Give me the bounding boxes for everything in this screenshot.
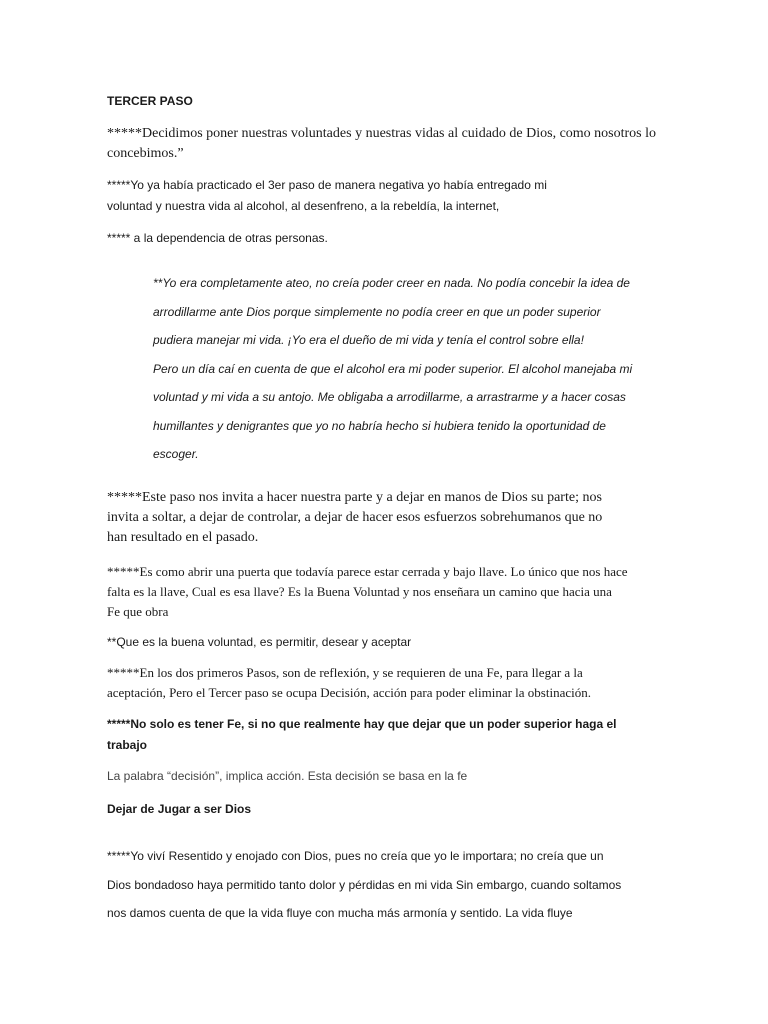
paragraph-line: *****Este paso nos invita a hacer nuestra parte y a dejar en manos de Dios su parte; nos xyxy=(107,490,602,505)
paragraph-line: invita a soltar, a dejar de controlar, a dejar de hacer esos esfuerzos sobrehumanos que no xyxy=(107,510,603,525)
quote-line: pudiera manejar mi vida. ¡Yo era el dueño de mi vida y tenía el control sobre ella! xyxy=(153,333,584,347)
paragraph-line: Dios bondadoso haya permitido tanto dolor y pérdidas en mi vida Sin embargo, cuando soltamos xyxy=(107,877,622,892)
paragraph-negative-practice xyxy=(107,175,547,217)
quote-line: Pero un día caí en cuenta de que el alcohol era mi poder superior. El alcohol manejaba mi xyxy=(153,361,633,376)
paragraph-line: *****Yo ya había practicado el 3er paso de manera negativa yo había entregado mi xyxy=(107,178,547,192)
paragraph-good-will: **Que es la buena voluntad, es permitir, desear y aceptar xyxy=(107,635,412,649)
paragraph-step-statement xyxy=(107,124,656,164)
paragraph-line: aceptación, Pero el Tercer paso se ocupa Decisión, acción para poder eliminar la obstinación. xyxy=(107,685,591,700)
quote-line: humillantes y denigrantes que yo no habría hecho si hubiera tenido la oportunidad de xyxy=(153,418,606,433)
quote-block xyxy=(153,269,632,469)
paragraph-line: concebimos.” xyxy=(107,146,184,161)
paragraph-line: *****Decidimos poner nuestras voluntades y nuestras vidas al cuidado de Dios, como nosotros lo xyxy=(107,126,657,141)
paragraph-line: *****Yo viví Resentido y enojado con Dios, pues no creía que yo le importara; no creía que un xyxy=(107,849,604,863)
quote-line: escoger. xyxy=(153,447,199,461)
paragraph-line: *****No solo es tener Fe, si no que realmente hay que dejar que un poder superior haga el xyxy=(107,717,617,731)
paragraph-first-steps xyxy=(107,663,591,703)
paragraph-line: *****En los dos primeros Pasos, son de reflexión, y se requieren de una Fe, para llegar a la xyxy=(107,665,583,680)
paragraph-line: *****Es como abrir una puerta que todavía parece estar cerrada y bajo llave. Lo único que nos hace xyxy=(107,564,628,579)
section-subtitle: Dejar de Jugar a ser Dios xyxy=(107,802,252,816)
paragraph-line: voluntad y nuestra vida al alcohol, al desenfreno, a la rebeldía, la internet, xyxy=(107,199,500,213)
paragraph-line: han resultado en el pasado. xyxy=(107,530,259,545)
paragraph-line: Fe que obra xyxy=(107,604,169,619)
quote-line: **Yo era completamente ateo, no creía poder creer en nada. No podía concebir la idea de xyxy=(153,276,630,290)
paragraph-invitation xyxy=(107,488,602,548)
paragraph-dependence: ***** a la dependencia de otras personas. xyxy=(107,231,328,245)
paragraph-line: falta es la llave, Cual es esa llave? Es la Buena Voluntad y nos enseñara un camino que hacia una xyxy=(107,584,612,599)
paragraph-resentment xyxy=(107,842,621,928)
paragraph-line: nos damos cuenta de que la vida fluye con mucha más armonía y sentido. La vida fluye xyxy=(107,906,573,920)
paragraph-faith-work xyxy=(107,714,616,756)
quote-line: arrodillarme ante Dios porque simplemente no podía creer en que un poder superior xyxy=(153,304,601,319)
document-title: TERCER PASO xyxy=(107,94,193,108)
quote-line: voluntad y mi vida a su antojo. Me obligaba a arrodillarme, a arrastrarme y a hacer cosas xyxy=(153,390,626,404)
paragraph-line: trabajo xyxy=(107,738,148,752)
paragraph-decision: La palabra “decisión”, implica acción. Esta decisión se basa en la fe xyxy=(107,769,468,783)
paragraph-door-key xyxy=(107,562,628,622)
